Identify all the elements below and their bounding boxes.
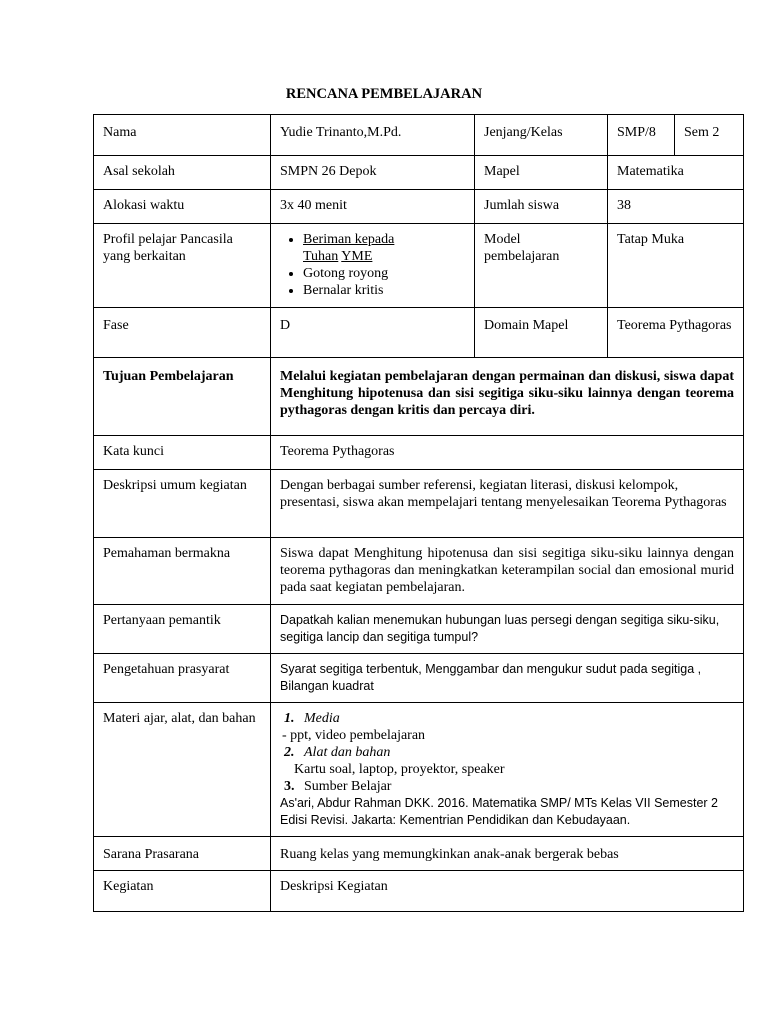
kata-kunci-value: Teorema Pythagoras: [271, 436, 744, 470]
row-prasyarat: [94, 654, 744, 703]
row-tujuan: [94, 358, 744, 436]
profil-list: [281, 231, 465, 299]
pertanyaan-value: Dapatkah kalian menemukan hubungan luas persegi dengan segitiga siku-siku, segitiga lancip dan segitiga tumpul?: [271, 605, 744, 654]
sarana-label: Sarana Prasarana: [94, 837, 271, 871]
materi-number: 2.: [284, 745, 295, 760]
row-profil-pelajar: [94, 224, 744, 308]
profil-values: [271, 224, 475, 308]
materi-label: Materi ajar, alat, dan bahan: [94, 703, 271, 837]
row-deskripsi: [94, 470, 744, 538]
profil-item-text: Beriman kepada: [303, 232, 395, 247]
asal-label: Asal sekolah: [94, 156, 271, 190]
pertanyaan-label: Pertanyaan pemantik: [94, 605, 271, 654]
mapel-label: Mapel: [475, 156, 608, 190]
sarana-value: Ruang kelas yang memungkinkan anak-anak bergerak bebas: [271, 837, 744, 871]
row-sarana: [94, 837, 744, 871]
row-nama: [94, 115, 744, 156]
jumlah-value: 38: [608, 190, 744, 224]
materi-heading: Sumber Belajar: [304, 779, 392, 794]
fase-label: Fase: [94, 308, 271, 358]
materi-heading: Alat dan bahan: [304, 745, 391, 760]
tujuan-value: Melalui kegiatan pembelajaran dengan permainan dan diskusi, siswa dapat Menghitung hipotenusa dan sisi segitiga siku-siku lainnya dengan teorema pythagoras dengan kritis dan percaya diri.: [271, 358, 744, 436]
profil-label: Profil pelajar Pancasila yang berkaitan: [94, 224, 271, 308]
pemahaman-label: Pemahaman bermakna: [94, 538, 271, 605]
row-kegiatan: [94, 871, 744, 912]
row-pemahaman: [94, 538, 744, 605]
alokasi-label: Alokasi waktu: [94, 190, 271, 224]
materi-number: 1.: [284, 711, 295, 726]
profil-item: [303, 231, 465, 265]
materi-alat-desc: Kartu soal, laptop, proyektor, speaker: [294, 762, 505, 777]
prasyarat-value: Syarat segitiga terbentuk, Menggambar dan mengukur sudut pada segitiga , Bilangan kuadrat: [271, 654, 744, 703]
pemahaman-value: Siswa dapat Menghitung hipotenusa dan sisi segitiga siku-siku lainnya dengan teorema pythagoras dan meningkatkan keterampilan social dan emosional murid pada saat kegiatan pembelajaran.: [271, 538, 744, 605]
materi-sumber: [280, 778, 734, 795]
materi-value: [271, 703, 744, 837]
prasyarat-label: Pengetahuan prasyarat: [94, 654, 271, 703]
materi-media-desc: - ppt, video pembelajaran: [282, 728, 426, 743]
domain-value: Teorema Pythagoras: [608, 308, 744, 358]
profil-item-text: YME: [341, 249, 373, 264]
profil-item: • Gotong royong: [303, 265, 465, 282]
fase-value: D: [271, 308, 475, 358]
deskripsi-label: Deskripsi umum kegiatan: [94, 470, 271, 538]
materi-alat: [280, 744, 734, 761]
domain-label: Domain Mapel: [475, 308, 608, 358]
row-fase: [94, 308, 744, 358]
materi-number: 3.: [284, 779, 295, 794]
row-alokasi-waktu: [94, 190, 744, 224]
nama-label: Nama: [94, 115, 271, 156]
nama-value: Yudie Trinanto,M.Pd.: [271, 115, 475, 156]
kata-kunci-label: Kata kunci: [94, 436, 271, 470]
jenjang-value: SMP/8: [608, 115, 675, 156]
row-asal-sekolah: [94, 156, 744, 190]
profil-item: • Bernalar kritis: [303, 282, 465, 299]
tujuan-label: Tujuan Pembelajaran: [94, 358, 271, 436]
model-label: Model pembelajaran: [475, 224, 608, 308]
row-pertanyaan: [94, 605, 744, 654]
jenjang-label: Jenjang/Kelas: [475, 115, 608, 156]
model-value: Tatap Muka: [608, 224, 744, 308]
lesson-plan-table: [93, 114, 744, 912]
asal-value: SMPN 26 Depok: [271, 156, 475, 190]
alokasi-value: 3x 40 menit: [271, 190, 475, 224]
semester-value: Sem 2: [675, 115, 744, 156]
deskripsi-value: Dengan berbagai sumber referensi, kegiatan literasi, diskusi kelompok, presentasi, siswa akan mempelajari tentang menyelesaikan Teorema Pythagoras: [271, 470, 744, 538]
document-title: RENCANA PEMBELAJARAN: [285, 86, 483, 102]
materi-media: [280, 710, 734, 727]
profil-item-text: Tuhan: [303, 249, 339, 264]
row-kata-kunci: [94, 436, 744, 470]
mapel-value: Matematika: [608, 156, 744, 190]
materi-reference: As'ari, Abdur Rahman DKK. 2016. Matematika SMP/ MTs Kelas VII Semester 2 Edisi Revisi. Jakarta: Kementrian Pendidikan dan Kebudayaan.: [280, 796, 718, 827]
jumlah-label: Jumlah siswa: [475, 190, 608, 224]
materi-heading: Media: [304, 711, 340, 726]
row-materi: [94, 703, 744, 837]
kegiatan-value: Deskripsi Kegiatan: [271, 871, 744, 912]
kegiatan-label: Kegiatan: [94, 871, 271, 912]
